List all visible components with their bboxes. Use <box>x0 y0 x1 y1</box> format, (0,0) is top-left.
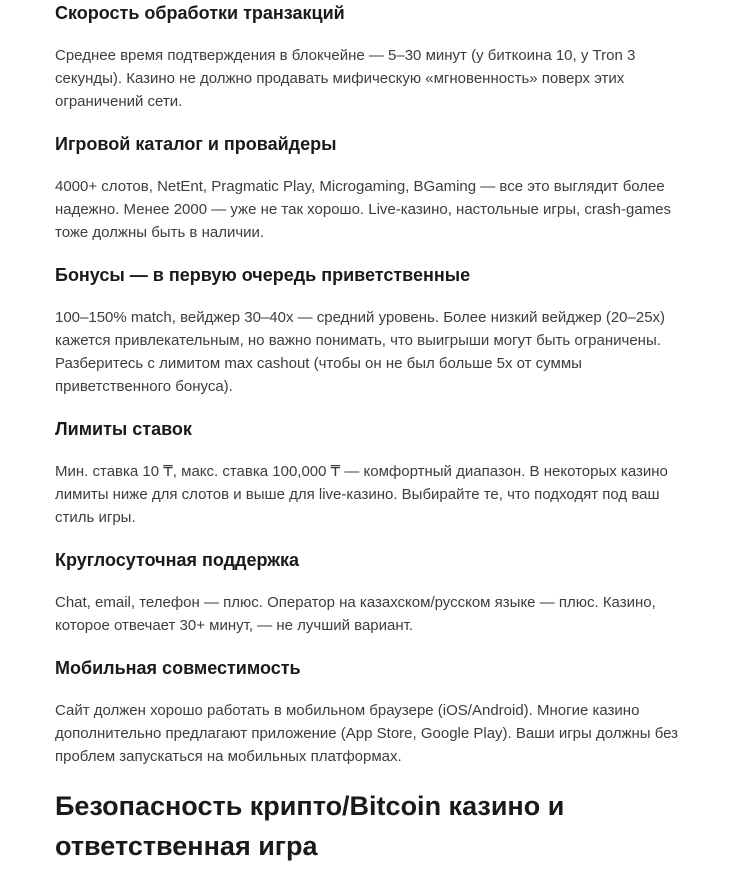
section-heading: Игровой каталог и провайдеры <box>55 134 337 154</box>
section-paragraph: Сайт должен хорошо работать в мобильном браузере (iOS/Android). Многие казино дополнительно предлагают приложение (App Store, Google Play). Ваши игры должны без проблем запускаться на мобильных платформах. <box>55 702 679 765</box>
section-heading: Круглосуточная поддержка <box>55 550 299 570</box>
section-paragraph: 100–150% match, вейджер 30–40x — средний уровень. Более низкий вейджер (20–25x) кажется привлекательным, но важно понимать, что выигрыши могут быть ограничены. Разберитесь с лимитом max cashout (чтобы он не был больше 5x от суммы приветственного бонуса). <box>55 309 666 395</box>
section-heading: Лимиты ставок <box>55 419 192 439</box>
section-paragraph: Chat, email, телефон — плюс. Оператор на казахском/русском языке — плюс. Казино, которое отвечает 30+ минут, — не лучший вариант. <box>55 594 656 634</box>
article-section <box>55 547 687 637</box>
section-paragraph: Мин. ставка 10 ₸, макс. ставка 100,000 ₸ — комфортный диапазон. В некоторых казино лимиты ниже для слотов и выше для live-казино. Выбирайте те, что подходят под ваш стиль игры. <box>55 463 668 526</box>
article-section <box>55 262 687 398</box>
article-section <box>55 0 687 113</box>
article-section <box>55 416 687 529</box>
section-heading: Мобильная совместимость <box>55 658 301 678</box>
section-paragraph: Среднее время подтверждения в блокчейне — 5–30 минут (у биткоина 10, у Tron 3 секунды). Казино не должно продавать мифическую «мгновенность» поверх этих ограничений сети. <box>55 47 636 110</box>
article-section <box>55 131 687 244</box>
article-section <box>55 655 687 768</box>
section-heading: Скорость обработки транзакций <box>55 3 345 23</box>
article-sections <box>55 0 687 768</box>
closing-heading: Безопасность крипто/Bitcoin казино и ответственная игра <box>55 791 565 861</box>
section-paragraph: 4000+ слотов, NetEnt, Pragmatic Play, Microgaming, BGaming — все это выглядит более надежно. Менее 2000 — уже не так хорошо. Live-казино, настольные игры, crash-games тоже должны быть в наличии. <box>55 178 672 241</box>
section-heading: Бонусы — в первую очередь приветственные <box>55 265 471 285</box>
